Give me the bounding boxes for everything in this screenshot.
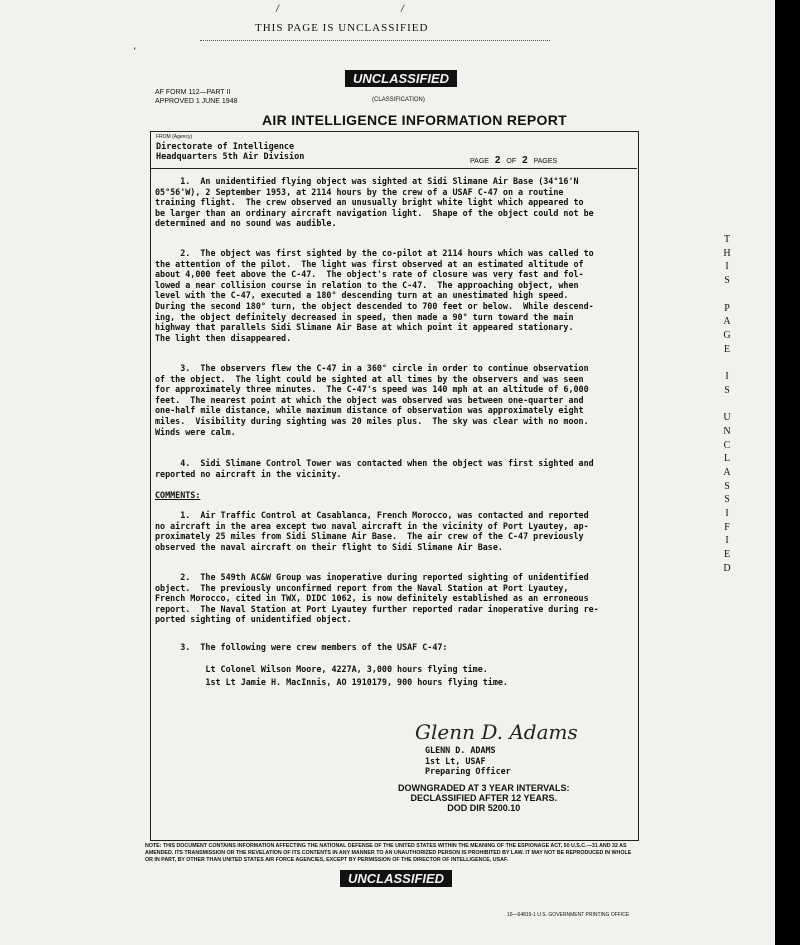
- side-stamp-letter: I: [725, 261, 729, 273]
- security-notice: NOTE: THIS DOCUMENT CONTAINS INFORMATION AFFECTING THE NATIONAL DEFENSE OF THE UNITED STATES WITHIN THE MEANING OF THE ESPIONAGE ACT, 50 U.S.C.—31 AND 32 AS AMENDED. ITS TRANSMISSION OR THE REVELATION OF ITS CONTENTS IN ANY MANNER TO AN UNAUTHORIZED PERSON IS PROHIBITED BY LAW. IT MAY NOT BE REPRODUCED IN WHOLE OR IN PART, BY OTHER THAN UNITED STATES AIR FORCE AGENCIES, EXCEPT BY PERMISSION OF THE DIRECTOR OF INTELLIGENCE, USAF.: [145, 843, 632, 863]
- classification-label: (CLASSIFICATION): [372, 97, 425, 103]
- paragraph-4: 4. Sidi Slimane Control Tower was contacted when the object was first sighted and reported no aircraft in the vicinity.: [155, 458, 594, 479]
- side-stamp-letter: T: [723, 234, 731, 245]
- side-stamp-letter: F: [724, 521, 730, 533]
- side-stamp-letter: C: [723, 439, 731, 451]
- signer-rank: 1st Lt, USAF: [425, 755, 486, 766]
- form-approval: APPROVED 1 JUNE 1948: [155, 98, 238, 105]
- side-stamp-letter: S: [724, 384, 730, 396]
- side-stamp-letter: S: [724, 494, 730, 506]
- comment-2: 2. The 549th AC&W Group was inoperative during reported sighting of unidentified object. The previously unconfirmed report from the Naval Station at Port Lyautey, French Morocco, cited in TWX, DIDC 1062, is now definitely established as an erroneous report. The Naval Station at Port Lyautey further reported radar inoperative during re- ported sighting of unidentified object.: [155, 572, 599, 625]
- side-stamp-letter: [722, 397, 732, 411]
- dotted-rule: [200, 40, 550, 41]
- side-stamp-letter: H: [723, 247, 731, 259]
- side-stamp-letter: A: [723, 466, 731, 478]
- downgrade-line-2: DECLASSIFIED AFTER 12 YEARS.: [410, 793, 558, 803]
- side-unclassified-stamp: [722, 233, 732, 576]
- signer-name: GLENN D. ADAMS: [425, 745, 496, 755]
- side-stamp-letter: E: [723, 343, 731, 355]
- report-title: AIR INTELLIGENCE INFORMATION REPORT: [262, 112, 568, 128]
- unclassified-banner: THIS PAGE IS UNCLASSIFIED: [255, 22, 429, 34]
- from-label: FROM (Agency): [156, 134, 193, 140]
- pages-label: PAGES: [533, 158, 558, 165]
- crew-member-2: 1st Lt Jamie H. MacInnis, AO 1910179, 900 hours flying time.: [155, 677, 508, 687]
- form-number: AF FORM 112—PART II: [155, 89, 231, 96]
- from-line-1: Directorate of Intelligence: [156, 142, 295, 152]
- scan-edge: [775, 0, 800, 945]
- side-stamp-letter: P: [724, 302, 730, 314]
- margin-mark: /: [400, 4, 406, 14]
- downgrade-stamp: [398, 783, 570, 813]
- side-stamp-letter: N: [723, 425, 731, 437]
- side-stamp-letter: G: [723, 329, 731, 341]
- from-agency: [156, 142, 304, 162]
- side-stamp-letter: I: [725, 535, 729, 547]
- page-number: [470, 155, 557, 166]
- total-pages: 2: [522, 155, 528, 166]
- paragraph-1: 1. An unidentified flying object was sighted at Sidi Slimane Air Base (34°16'N 05°56'W), 2 September 1953, at 2114 hours by the crew of a USAF C-47 on a routine training flight. The crew observed an unusually bright white light which appeared to be larger than an ordinary aircraft navigation light. Shape of the object could not be determined and no sound was audible.: [155, 176, 594, 229]
- side-stamp-letter: S: [724, 275, 730, 287]
- side-stamp-letter: D: [723, 562, 731, 574]
- signer-role: Preparing Officer: [425, 766, 511, 777]
- paragraph-2: 2. The object was first sighted by the co-pilot at 2114 hours which was called to the attention of the pilot. The light was first observed at an estimated altitude of about 4,000 feet above the C-47. The object's rate of closure was very fast and fol- lowed a near collision course in relation to the C-47. The approaching object, when level with the C-47, executed a 180° descending turn at an unestimated high speed. During the second 180° turn, the object descended to 700 feet or below. While descend- ing, the object definitely decreased in speed, then made a 90° turn toward the main highway that parallels Sidi Slimane Air Base at which point it appeared stationary. The light then disappeared.: [155, 248, 594, 343]
- comments-heading: COMMENTS:: [155, 490, 201, 500]
- comment-3: 3. The following were crew members of the USAF C-47:: [155, 642, 448, 652]
- side-stamp-letter: S: [724, 480, 730, 492]
- page-label: PAGE: [470, 158, 489, 165]
- unclassified-stamp-bottom: UNCLASSIFIED: [340, 870, 452, 887]
- paragraph-3: 3. The observers flew the C-47 in a 360° circle in order to continue observation of the object. The light could be sighted at all times by the observers and was seen for approximately three minutes. The C-47's speed was 140 mph at an altitude of 6,000 feet. The nearest point at which the object was observed was between one-quarter and one-half mile distance, while maximum distance of observation was approximately eight miles. Visibility during sighting was 20 miles plus. The sky was clear with no moon. Winds were calm.: [155, 363, 589, 437]
- printing-code: 16—64819-1 U.S. GOVERNMENT PRINTING OFFICE: [507, 912, 630, 918]
- downgrade-line-1: DOWNGRADED AT 3 YEAR INTERVALS:: [398, 783, 570, 793]
- handwritten-signature: Glenn D. Adams: [415, 720, 578, 744]
- header-divider: [150, 168, 637, 169]
- side-stamp-letter: [722, 356, 732, 370]
- page-value: 2: [494, 155, 501, 166]
- margin-mark: /: [275, 4, 281, 14]
- side-stamp-letter: I: [725, 371, 729, 383]
- side-stamp-letter: I: [725, 508, 729, 520]
- unclassified-stamp: UNCLASSIFIED: [345, 70, 457, 87]
- downgrade-line-3: DOD DIR 5200.10: [447, 803, 521, 813]
- of-label: OF: [506, 158, 517, 165]
- side-stamp-letter: U: [723, 412, 731, 424]
- side-stamp-letter: L: [723, 453, 731, 465]
- crew-member-1: Lt Colonel Wilson Moore, 4227A, 3,000 hours flying time.: [155, 664, 488, 674]
- form-identifier: [155, 88, 237, 106]
- signature-block: [425, 745, 511, 777]
- side-stamp-letter: E: [723, 549, 731, 561]
- from-line-2: Headquarters 5th Air Division: [156, 152, 305, 162]
- side-stamp-letter: A: [723, 316, 731, 328]
- comment-1: 1. Air Traffic Control at Casablanca, French Morocco, was contacted and reported no aircraft in the area except two naval aircraft in the vicinity of Port Lyautey, ap- proximately 25 miles from Sidi Slimane Air Base. The air crew of the C-47 previously observed the naval aircraft on their flight to Sidi Slimane Air Base.: [155, 510, 589, 552]
- margin-mark: ,: [132, 42, 138, 52]
- side-stamp-letter: [722, 288, 732, 302]
